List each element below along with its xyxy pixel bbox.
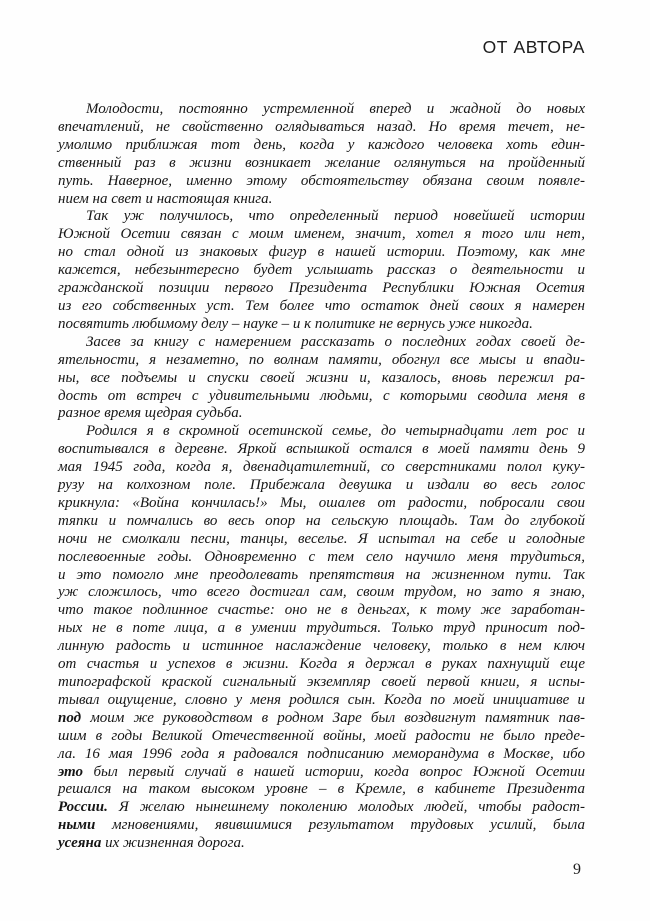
- bold-text: ными: [58, 817, 96, 834]
- text-line: Так уж получилось, что определенный период новейшей истории: [86, 208, 585, 225]
- text-line: ночи не смолкали песни, танцы, веселье. Я испытал на себе и голодные: [58, 530, 585, 547]
- text-line: крикнула: «Война кончилась!» Мы, ошалев от радости, побросали свои: [58, 494, 585, 511]
- text-line: ных не в поте лица, а в умении трудиться. Только труд приносит под-: [58, 620, 585, 637]
- text-line: типографской краской сигнальный экземпляр своей первой книги, я испы-: [58, 674, 585, 690]
- text-line: из его собственных уст. Тем более что остаток дней своих я намерен: [58, 297, 585, 314]
- text-line: усеяна их жизненная дорога.: [58, 835, 245, 852]
- text-line: уж сложилось, что всего достигал сам, своим трудом, но зато я знаю,: [58, 584, 585, 601]
- text-line: Родился я в скромной осетинской семье, до четырнадцати лет рос и: [86, 423, 585, 440]
- text-line: ны, все подъемы и спуски своей жизни и, казалось, вновь пережил ра-: [58, 369, 585, 386]
- paragraph: [58, 101, 585, 208]
- bold-text: усеяна: [58, 835, 102, 852]
- bold-text: под: [58, 709, 82, 726]
- text-line: Засев за книгу с намерением рассказать о последних годах своей де-: [86, 333, 585, 350]
- text-line: от счастья и успехов в жизни. Когда я держал в руках пахнущий еще: [58, 656, 585, 673]
- bold-text: это: [58, 763, 83, 780]
- page-number: 9: [573, 861, 581, 878]
- text-line: линную радость и истинное наслаждение человеку, только в нем ключ: [58, 638, 585, 655]
- page-header: ОТ АВТОРА: [482, 37, 585, 57]
- text-line: рузу на колхозном поле. Прибежала девушка и издали во весь голос: [58, 477, 585, 494]
- text-line: Молодости, постоянно устремленной вперед и жадной до новых: [86, 101, 585, 117]
- text-line: посвятить любимому делу – науке – и к политике не вернусь уже никогда.: [58, 315, 533, 332]
- text-line: кажется, небезынтересно будет услышать рассказ о деятельности и: [58, 262, 585, 279]
- text-line: тывал ощущение, словно у меня родился сын. Когда по моей инициативе и: [58, 691, 585, 708]
- text-line: ственный раз в жизни возникает желание оглянуться на пройденный: [58, 154, 585, 171]
- text-line: разное время щедрая судьба.: [58, 405, 243, 422]
- text-line: и это помогло мне преодолевать препятствия на жизненном пути. Так: [58, 566, 585, 583]
- text-line: шим в годы Великой Отечественной войны, моей радости не было преде-: [58, 727, 585, 744]
- text-line: ными мгновениями, явившимися результатом трудовых усилий, была: [58, 817, 585, 834]
- text-line: решался на таком высоком уровне – в Кремле, в кабинете Президента: [58, 781, 585, 798]
- text-line: гражданской позиции первого Президента Республики Южная Осетия: [58, 280, 585, 297]
- text-line: Южной Осетии связан с моим именем, значит, хотел я того или нет,: [58, 226, 585, 243]
- text-line: под моим же руководством в родном Заре был воздвигнут памятник пав-: [58, 709, 585, 726]
- text-line: ла. 16 мая 1996 года я радовался подписанию меморандума в Москве, ибо: [58, 745, 585, 762]
- body-text: [58, 101, 585, 853]
- text-line: впечатлений, не свойственно оглядываться назад. Но время течет, не-: [58, 118, 585, 135]
- text-line: что такое подлинное счастье: оно не в деньгах, к тому же заработан-: [58, 602, 585, 619]
- text-line: России. Я желаю нынешнему поколению молодых людей, чтобы радост-: [58, 799, 585, 816]
- text-line: послевоенные годы. Одновременно с тем село научило меня трудиться,: [58, 548, 585, 565]
- paragraph: [58, 423, 585, 853]
- paragraph: [58, 334, 585, 424]
- text-line: тяпки и помчались во весь опор на сельскую площадь. Там до глубокой: [58, 512, 585, 529]
- text-line: дость от встреч с удивительными людьми, с которыми сводила меня в: [58, 387, 585, 404]
- text-line: это был первый случай в нашей истории, когда вопрос Южной Осетии: [58, 763, 585, 780]
- text-line: нием на свет и настоящая книга.: [58, 190, 273, 207]
- bold-text: России.: [58, 799, 108, 816]
- text-line: воспитывался в деревне. Яркой вспышкой остался в моей памяти день 9: [58, 441, 585, 458]
- text-line: умолимо приближая тот день, когда у каждого человека хоть един-: [58, 136, 585, 153]
- text-line: но стал одной из знаковых фигур в нашей истории. Поэтому, как мне: [58, 244, 585, 261]
- text-line: мая 1945 года, когда я, двенадцатилетний, со сверстниками полол куку-: [58, 459, 585, 476]
- paragraph: [58, 208, 585, 333]
- text-line: ятельности, я незаметно, по волнам памяти, обогнул все мысы и впади-: [58, 351, 585, 368]
- text-line: путь. Наверное, именно этому обстоятельству обязана своим появле-: [58, 172, 585, 189]
